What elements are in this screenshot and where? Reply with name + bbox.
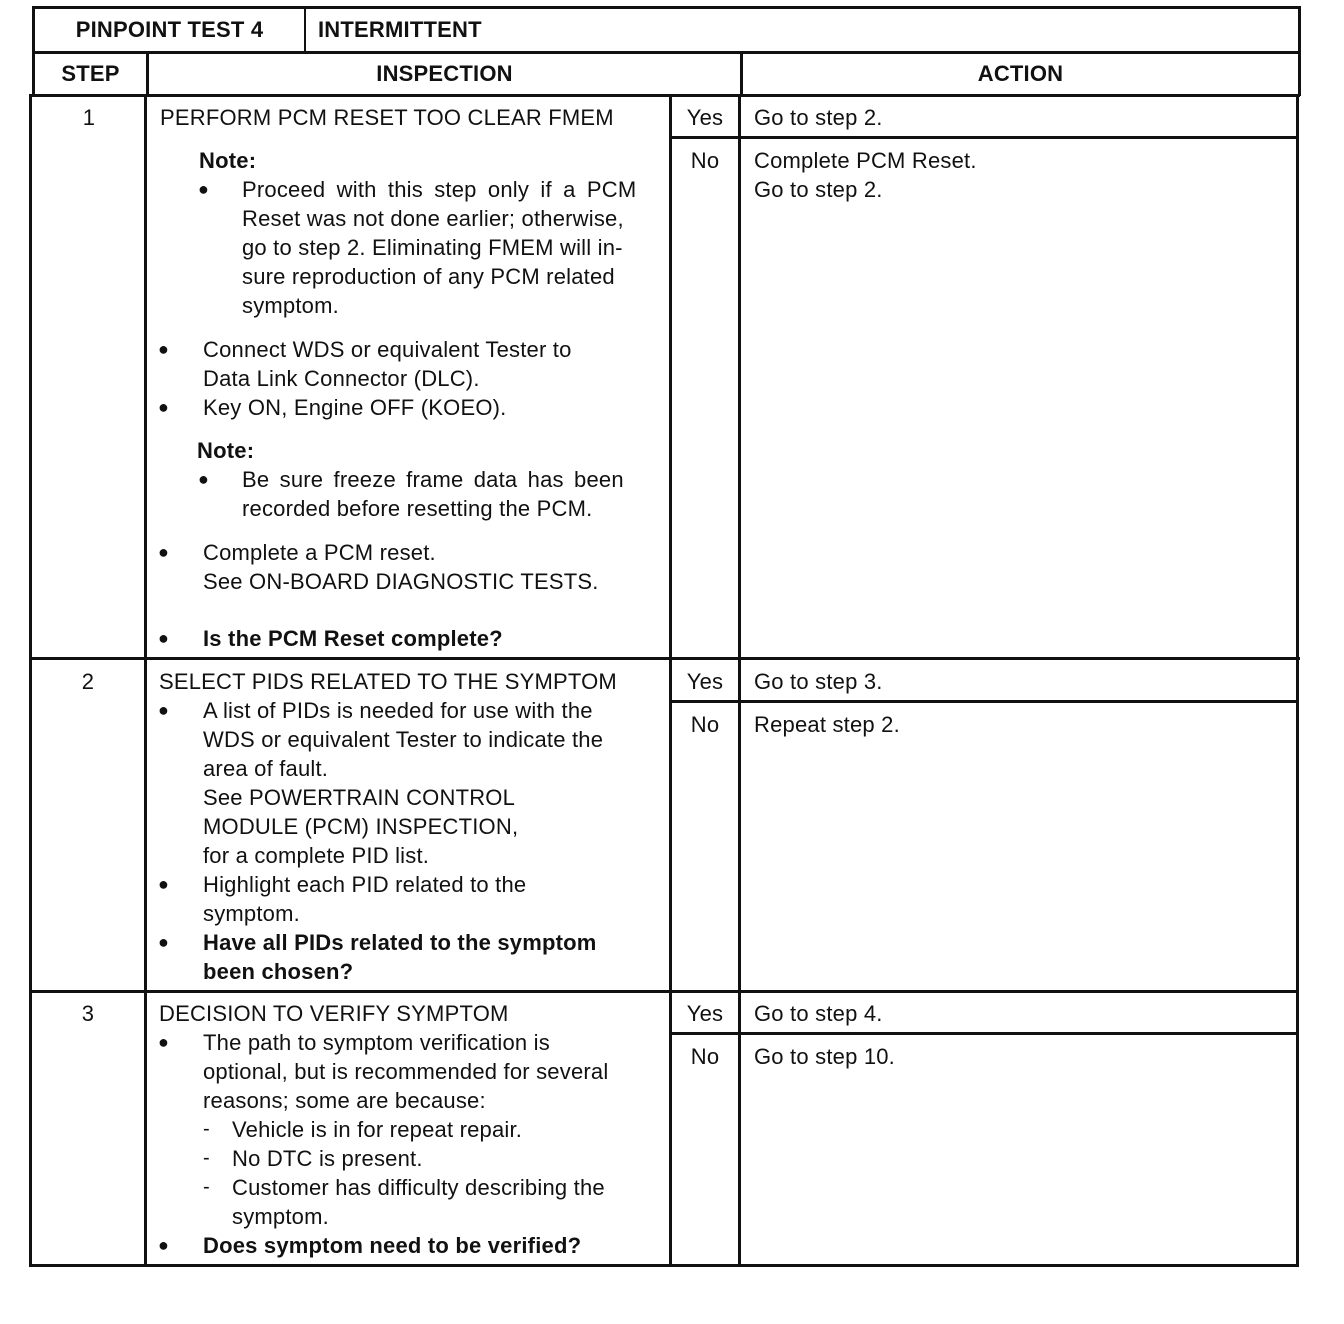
step-number: 1 [82,105,96,130]
bullet-text-line: optional, but is recommended for several [203,1059,609,1084]
bullet-icon: ● [158,1235,169,1255]
bullet-text-line: MODULE (PCM) INSPECTION, [203,814,519,839]
bullet-icon: ● [158,874,169,894]
bullet-icon: ● [158,700,169,720]
border [32,51,1300,54]
column-header-inspection: INSPECTION [376,61,513,86]
column-header-step: STEP [61,61,120,86]
bullet-text-line: See ON-BOARD DIAGNOSTIC TESTS. [203,569,599,594]
step-question-line: been chosen? [203,959,354,984]
border [304,6,306,52]
dash-icon: - [203,1147,210,1169]
bullet-text-line: symptom. [203,901,300,926]
sub-item: Vehicle is in for repeat repair. [232,1117,523,1142]
bullet-icon: ● [158,1032,169,1052]
sub-item-continuation: symptom. [232,1204,329,1229]
border [738,94,741,1266]
border [669,700,1299,703]
step-number: 2 [81,669,95,694]
note-label: Note: [197,438,255,463]
bullet-text-line: Highlight each PID related to the [203,872,527,897]
yes-label: Yes [686,669,724,694]
no-action: Go to step 10. [754,1044,895,1069]
border [32,6,1300,9]
no-action-line: Complete PCM Reset. [754,148,977,173]
bullet-icon: ● [158,932,169,952]
yes-action: Go to step 4. [754,1001,883,1026]
note-text-line: Reset was not done earlier; otherwise, [242,206,624,231]
sub-item: Customer has difficulty describing the [232,1175,605,1200]
yes-action: Go to step 2. [754,105,883,130]
no-action: Repeat step 2. [754,712,900,737]
test-number-label: PINPOINT TEST 4 [75,17,264,42]
bullet-icon: ● [198,179,209,199]
step-question: Does symptom need to be verified? [203,1233,582,1258]
yes-action: Go to step 3. [754,669,883,694]
no-label: No [690,1044,720,1069]
border [29,990,1299,993]
yes-label: Yes [686,1001,724,1026]
note-text-line: recorded before resetting the PCM. [242,496,593,521]
bullet-icon: ● [198,469,209,489]
step-title: PERFORM PCM RESET TOO CLEAR FMEM [160,105,614,130]
bullet-text-line: for a complete PID list. [203,843,430,868]
border [669,1032,1299,1035]
step-number: 3 [81,1001,95,1026]
note-text-line: symptom. [242,293,339,318]
bullet-text-line: A list of PIDs is needed for use with the [203,698,593,723]
bullet-icon: ● [158,339,169,359]
sub-item: No DTC is present. [232,1146,423,1171]
dash-icon: - [203,1118,210,1140]
border [29,1264,1299,1267]
bullet-text-line: The path to symptom verification is [203,1030,550,1055]
no-label: No [690,712,720,737]
note-label: Note: [199,148,257,173]
border [32,657,1300,660]
border [32,94,1300,97]
border [669,136,1299,139]
border [1296,94,1299,1266]
no-action-line: Go to step 2. [754,177,883,202]
bullet-text-line: Key ON, Engine OFF (KOEO). [203,395,507,420]
no-label: No [690,148,720,173]
bullet-icon: ● [158,397,169,417]
bullet-text-line: Complete a PCM reset. [203,540,436,565]
column-header-action: ACTION [977,61,1064,86]
note-text-line: sure reproduction of any PCM related [242,264,615,289]
step-question-line: Have all PIDs related to the symptom [203,930,597,955]
bullet-text-line: Data Link Connector (DLC). [203,366,480,391]
step-question: Is the PCM Reset complete? [203,626,503,651]
note-text-line: go to step 2. Eliminating FMEM will in- [242,235,623,260]
bullet-text-line: reasons; some are because: [203,1088,486,1113]
bullet-icon: ● [158,628,169,648]
bullet-text-line: area of fault. [203,756,329,781]
bullet-icon: ● [158,542,169,562]
bullet-text-line: See POWERTRAIN CONTROL [203,785,516,810]
step-title: SELECT PIDS RELATED TO THE SYMPTOM [159,669,617,694]
yes-label: Yes [686,105,724,130]
step-title: DECISION TO VERIFY SYMPTOM [159,1001,509,1026]
border [144,94,147,1266]
test-name: INTERMITTENT [318,17,482,42]
bullet-text-line: Connect WDS or equivalent Tester to [203,337,572,362]
note-text-line: Be sure freeze frame data has been [242,467,624,492]
bullet-text-line: WDS or equivalent Tester to indicate the [203,727,604,752]
note-text-line: Proceed with this step only if a PCM [242,177,637,202]
dash-icon: - [203,1176,210,1198]
